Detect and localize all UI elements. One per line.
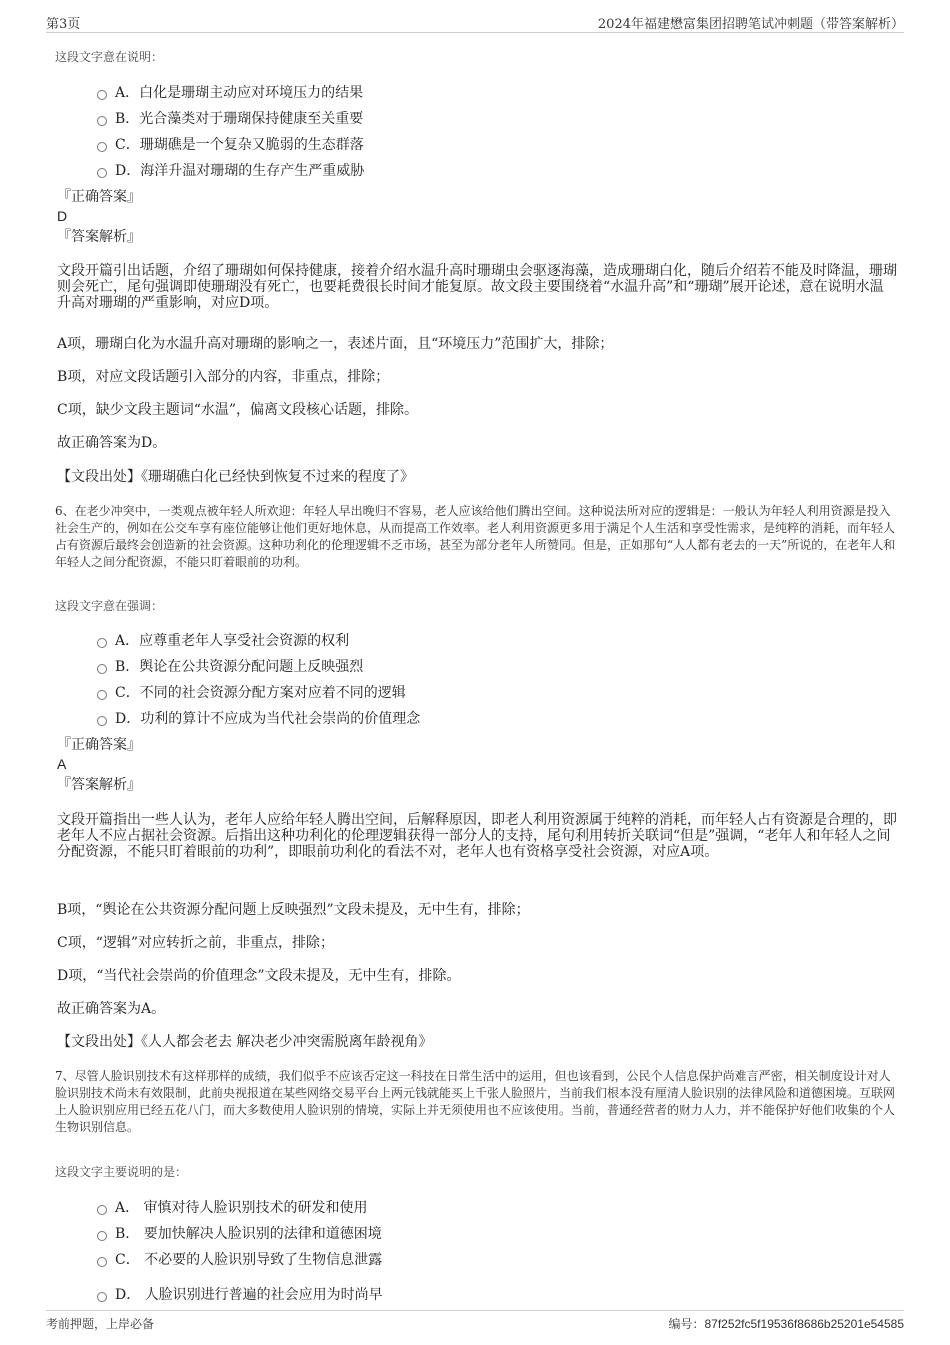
q5-option-b[interactable]: B．光合藻类对于珊瑚保持健康至关重要 xyxy=(97,108,363,128)
radio-icon[interactable] xyxy=(97,90,107,100)
q5-analysis-label: 『答案解析』 xyxy=(57,229,141,245)
code-label: 编号： xyxy=(668,1317,705,1331)
q6-answer: A xyxy=(57,756,67,772)
radio-icon[interactable] xyxy=(97,638,107,648)
q7-text: 7、尽管人脸识别技术有这样那样的成绩，我们似乎不应该否定这一科技在日常生活中的运用，但也该看到，公民个人信息保护尚难言严密，相关制度设计对人脸识别技术尚未有效限制，此前央视报道在某些网络交易平台上两元钱就能买上千张人脸照片，当前我们根本没有厘清人脸识别的法律风险和道德困境。互联网上人脸识别应用已经五花八门，而大多数使用人脸识别的情境，实际上并无须使用也不应该使用。当前，普通经营者的财力人力，并不能保护好他们收集的个人生物识别信息。 xyxy=(55,1069,896,1134)
q6-conclusion: 故正确答案为A。 xyxy=(57,1001,166,1017)
radio-icon[interactable] xyxy=(97,1292,107,1302)
q7-option-d[interactable]: D． 人脸识别进行普遍的社会应用为时尚早 xyxy=(97,1284,383,1304)
q6-source: 【文段出处】《人人都会老去 解决老少冲突需脱离年龄视角》 xyxy=(57,1034,433,1050)
footer-slogan: 考前押题，上岸必备 xyxy=(46,1317,155,1331)
q7-option-c[interactable]: C． 不必要的人脸识别导致了生物信息泄露 xyxy=(97,1249,382,1269)
q7-option-b[interactable]: B． 要加快解决人脸识别的法律和道德困境 xyxy=(97,1223,382,1243)
q5-option-c[interactable]: C．珊瑚礁是一个复杂又脆弱的生态群落 xyxy=(97,134,364,154)
radio-icon[interactable] xyxy=(97,116,107,126)
q5-note-c: C项，缺少文段主题词“水温”，偏离文段核心话题，排除。 xyxy=(57,402,419,418)
q6-lead: 这段文字意在强调： xyxy=(55,599,164,613)
page-header xyxy=(46,10,904,33)
q5-analysis: 文段开篇引出话题，介绍了珊瑚如何保持健康，接着介绍水温升高时珊瑚虫会驱逐海藻，造成珊瑚白化，随后介绍若不能及时降温，珊瑚则会死亡，尾句强调即使珊瑚没有死亡，也要耗费很长时间才能复原。故文段主要围绕着“水温升高”和“珊瑚”展开论述，意在说明水温升高对珊瑚的严重影响，对应D项。 xyxy=(57,263,897,311)
document-code xyxy=(668,1315,904,1332)
q6-option-d[interactable]: D．功利的算计不应成为当代社会崇尚的价值理念 xyxy=(97,708,420,728)
q6-note-b: B项，“舆论在公共资源分配问题上反映强烈”文段未提及，无中生有，排除； xyxy=(57,902,530,918)
q5-option-a[interactable]: A．白化是珊瑚主动应对环境压力的结果 xyxy=(97,82,363,102)
q6-answer-label: 『正确答案』 xyxy=(57,737,141,753)
q5-source: 【文段出处】《珊瑚礁白化已经快到恢复不过来的程度了》 xyxy=(57,469,414,485)
q5-answer: D xyxy=(57,208,68,224)
page-number: 第3页 xyxy=(46,17,81,32)
q7-lead: 这段文字主要说明的是： xyxy=(55,1165,188,1179)
q6-note-c: C项，“逻辑”对应转折之前，非重点，排除； xyxy=(57,935,335,951)
radio-icon[interactable] xyxy=(97,716,107,726)
q6-option-a[interactable]: A．应尊重老年人享受社会资源的权利 xyxy=(97,630,349,650)
radio-icon[interactable] xyxy=(97,142,107,152)
q5-note-b: B项，对应文段话题引入部分的内容，非重点，排除； xyxy=(57,369,390,385)
q6-note-d: D项，“当代社会崇尚的价值理念”文段未提及，无中生有，排除。 xyxy=(57,968,461,984)
radio-icon[interactable] xyxy=(97,168,107,178)
radio-icon[interactable] xyxy=(97,690,107,700)
q5-conclusion: 故正确答案为D。 xyxy=(57,435,167,451)
radio-icon[interactable] xyxy=(97,1257,107,1267)
q5-option-d[interactable]: D．海洋升温对珊瑚的生存产生严重威胁 xyxy=(97,160,364,180)
q6-option-b[interactable]: B．舆论在公共资源分配问题上反映强烈 xyxy=(97,656,363,676)
q6-text: 6、在老少冲突中，一类观点被年轻人所欢迎：年轻人早出晚归不容易，老人应该给他们腾出空间。这种说法所对应的逻辑是：一般认为年轻人利用资源是投入社会生产的，例如在公交车享有座位能够让他们更好地休息，从而提高工作效率。老人利用资源更多用于满足个人生活和享受性需求，是纯粹的消耗，而年轻人占有资源后最终会创造新的社会资源。这种功利化的伦理逻辑不乏市场，甚至为部分老年人所赞同。但是，正如那句“人人都有老去的一天”所说的，在老年人和年轻人之间分配资源，不能只盯着眼前的功利。 xyxy=(55,504,896,569)
q6-analysis-label: 『答案解析』 xyxy=(57,777,141,793)
q5-answer-label: 『正确答案』 xyxy=(57,189,141,205)
q7-option-a[interactable]: A． 审慎对待人脸识别技术的研发和使用 xyxy=(97,1197,368,1217)
radio-icon[interactable] xyxy=(97,1231,107,1241)
code-value: 87f252fc5f19536f8686b25201e54585 xyxy=(704,1317,904,1331)
document-title: 2024年福建懋富集团招聘笔试冲刺题（带答案解析） xyxy=(597,17,904,32)
q5-note-a: A项，珊瑚白化为水温升高对珊瑚的影响之一，表述片面，且“环境压力”范围扩大，排除； xyxy=(57,336,614,352)
q6-option-c[interactable]: C．不同的社会资源分配方案对应着不同的逻辑 xyxy=(97,682,406,702)
q5-lead: 这段文字意在说明： xyxy=(55,50,164,64)
radio-icon[interactable] xyxy=(97,1205,107,1215)
q6-analysis: 文段开篇指出一些人认为，老年人应给年轻人腾出空间，后解释原因，即老人利用资源属于纯粹的消耗，而年轻人占有资源是合理的，即老年人不应占据社会资源。后指出这种功利化的伦理逻辑获得一部分人的支持，尾句利用转折关联词“但是”强调，“老年人和年轻人之间分配资源，不能只盯着眼前的功利”，即眼前功利化的看法不对，老年人也有资格享受社会资源，对应A项。 xyxy=(57,812,897,860)
radio-icon[interactable] xyxy=(97,664,107,674)
page-footer xyxy=(46,1310,904,1335)
